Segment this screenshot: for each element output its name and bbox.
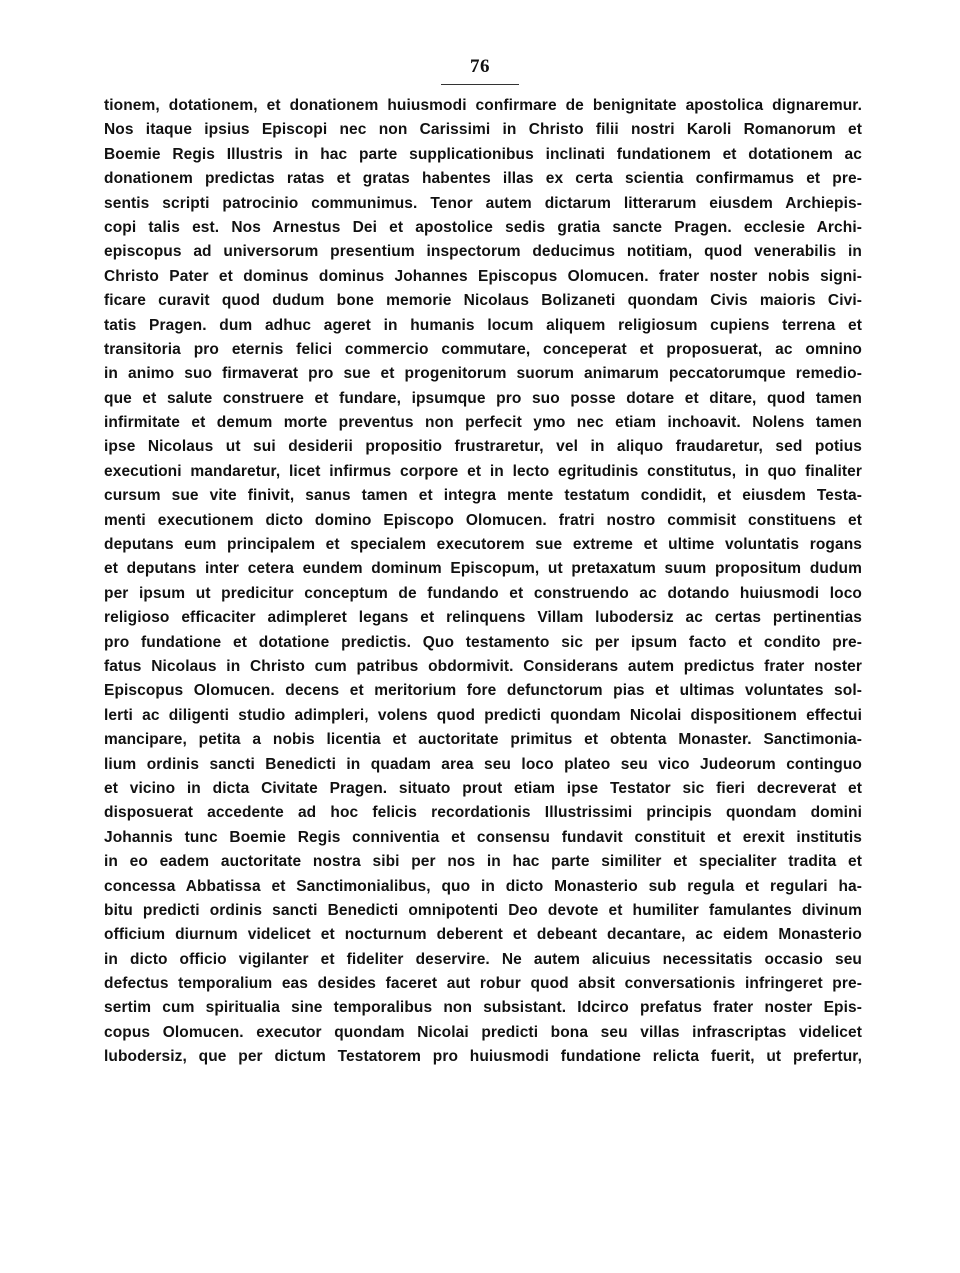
text-line: officium diurnum videlicet et nocturnum deberent et debeant decantare, ac eidem Monasterio	[104, 926, 862, 944]
text-line: Christo Pater et dominus dominus Johannes Episcopus Olomucen. frater noster nobis signi-	[104, 267, 862, 285]
text-line: mancipare, petita a nobis licentia et auctoritate primitus et obtenta Monaster. Sanctimonia-	[104, 731, 862, 749]
text-line: tionem, dotationem, et donationem huiusmodi confirmare de benignitate apostolica dignaremur.	[104, 97, 862, 114]
text-line: copus Olomucen. executor quondam Nicolai predicti bona seu villas infrascriptas videlicet	[104, 1023, 862, 1041]
text-line: lubodersiz, que per dictum Testatorem pro huiusmodi fundatione relicta fuerit, ut prefertur,	[104, 1048, 862, 1066]
text-line: episcopus ad universorum presentium inspectorum deducimus notitiam, quod venerabilis in	[104, 243, 862, 261]
text-line: bitu predicti ordinis sancti Benedicti omnipotenti Deo devote et humiliter famulantes divinum	[104, 901, 862, 919]
text-line: lerti ac diligenti studio adimpleri, volens quod predicti quondam Nicolai dispositionem effectui	[104, 706, 862, 724]
text-line: copi talis est. Nos Arnestus Dei et apostolice sedis gratia sancte Pragen. ecclesie Archi-	[104, 218, 862, 236]
text-line: infirmitate et demum morte preventus non perfecit ymo nec etiam inchoavit. Nolens tamen	[104, 414, 862, 432]
page-number-rule	[441, 84, 519, 85]
text-line: donationem predictas ratas et gratas habentes illas ex certa scientia confirmamus et pre-	[104, 170, 862, 188]
text-line: Boemie Regis Illustris in hac parte supplicationibus inclinati fundationem et dotationem ac	[104, 145, 862, 163]
text-line: ficare curavit quod dudum bone memorie Nicolaus Bolizaneti quondam Civis maioris Civi-	[104, 292, 862, 310]
text-line: fatus Nicolaus in Christo cum patribus obdormivit. Considerans autem predictus frater noster	[104, 657, 862, 675]
text-line: Episcopus Olomucen. decens et meritorium fore defunctorum pias et ultimas voluntates sol-	[104, 682, 862, 700]
text-line: disposuerat accedente ad hoc felicis recordationis Illustrissimi principis quondam domini	[104, 804, 862, 822]
text-line: in dicto officio vigilanter et fideliter deservire. Ne autem alicuius necessitatis occasio seu	[104, 950, 862, 968]
text-line: religioso efficaciter adimpleret legans et relinquens Villam lubodersiz ac certas pertinentias	[104, 609, 862, 627]
text-line: pro fundatione et dotatione predictis. Quo testamento sic per ipsum facto et condito pre-	[104, 633, 862, 651]
text-line: menti executionem dicto domino Episcopo Olomucen. fratri nostro commisit constituens et	[104, 511, 862, 529]
page-number: 76	[470, 56, 490, 77]
text-line: defectus temporalium eas desides faceret aut robur quod absit conversationis infringeret pre-	[104, 975, 862, 993]
text-line: sertim cum spiritualia sine temporalibus non subsistant. Idcirco prefatus frater noster Epis-	[104, 999, 862, 1017]
text-line: cursum sue vite finivit, sanus tamen et integra mente testatum condidit, et eiusdem Testa-	[104, 487, 862, 505]
text-line: executioni mandaretur, licet infirmus corpore et in lecto egritudinis constitutus, in quo finaliter	[104, 462, 862, 480]
text-line: et vicino in dicta Civitate Pragen. situato prout etiam ipse Testator sic fieri decreverat et	[104, 779, 862, 797]
text-line: et deputans inter cetera eundem dominum Episcopum, ut pretaxatum suum propositum dudum	[104, 560, 862, 578]
text-line: deputans eum principalem et specialem executorem sue extreme et ultime voluntatis rogans	[104, 536, 862, 554]
text-line: que et salute construere et fundare, ipsumque pro suo posse dotare et ditare, quod tamen	[104, 389, 862, 407]
text-line: concessa Abbatissa et Sanctimonialibus, quo in dicto Monasterio sub regula et regulari ha-	[104, 877, 862, 895]
text-line: Johannis tunc Boemie Regis conniventia et consensu fundavit constituit et erexit institutis	[104, 828, 862, 846]
text-line: ipse Nicolaus ut sui desiderii propositio frustraretur, vel in aliquo fraudaretur, sed potius	[104, 438, 862, 456]
text-line: lium ordinis sancti Benedicti in quadam area seu loco plateo seu vico Judeorum continguo	[104, 755, 862, 773]
body-text	[104, 94, 862, 1070]
text-line: Nos itaque ipsius Episcopi nec non Carissimi in Christo filii nostri Karoli Romanorum et	[104, 121, 862, 139]
text-line: in eo eadem auctoritate nostra sibi per nos in hac parte similiter et specialiter tradita et	[104, 853, 862, 871]
text-line: tatis Pragen. dum adhuc ageret in humanis locum aliquem religiosum cupiens terrena et	[104, 316, 862, 334]
text-line: in animo suo firmaverat pro sue et progenitorum suorum animarum peccatorumque remedio-	[104, 365, 862, 383]
text-line: per ipsum ut predicitur conceptum de fundando et construendo ac dotando huiusmodi loco	[104, 584, 862, 602]
text-line: sentis scripti patrocinio communimus. Tenor autem dictarum litterarum eiusdem Archiepis-	[104, 194, 862, 212]
text-line: transitoria pro eternis felici commercio commutare, conceperat et proposuerat, ac omnino	[104, 340, 862, 358]
